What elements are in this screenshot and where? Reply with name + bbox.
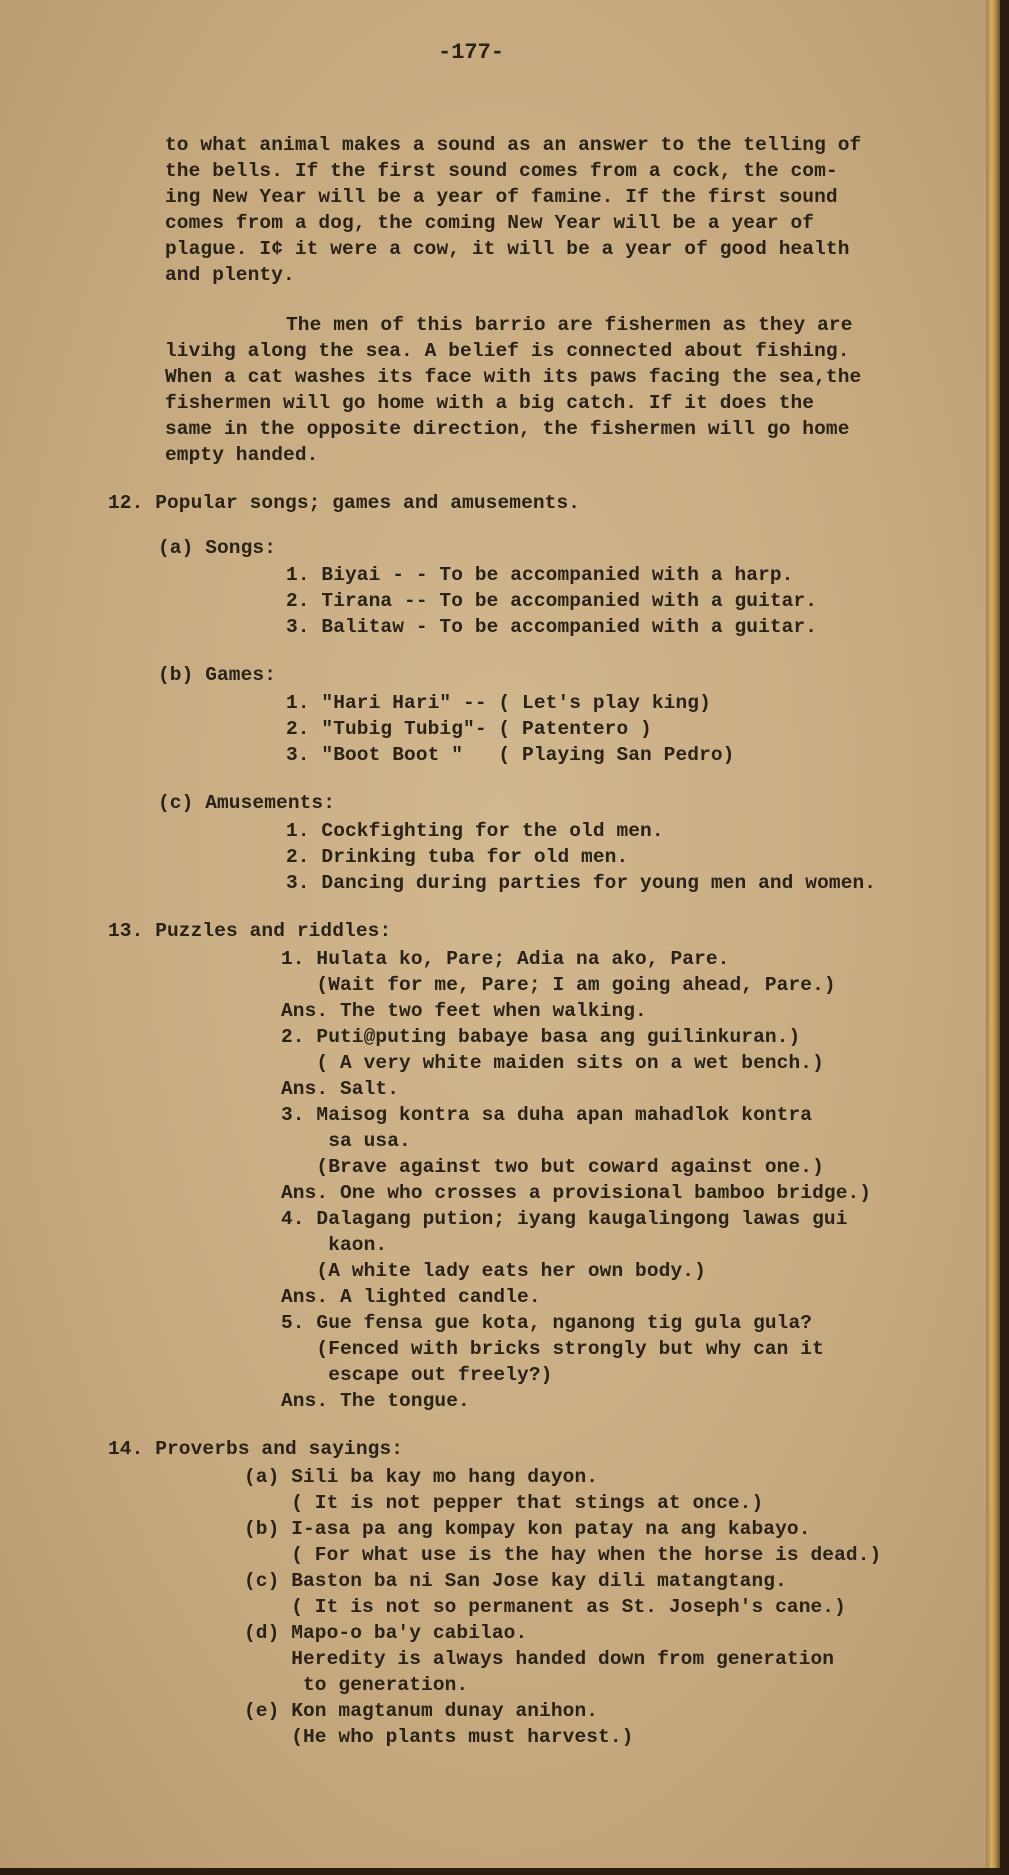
riddle-line: (Fenced with bricks strongly but why can it — [281, 1338, 824, 1360]
proverb-line: Heredity is always handed down from generation — [244, 1648, 835, 1670]
proverb-line: ( For what use is the hay when the horse is dead.) — [244, 1544, 882, 1566]
riddle-line: Ans. The tongue. — [281, 1390, 470, 1412]
proverb-line: (He who plants must harvest.) — [244, 1726, 634, 1748]
list-item: 3. "Boot Boot " ( Playing San Pedro) — [286, 744, 735, 766]
riddle-line: 1. Hulata ko, Pare; Adia na ako, Pare. — [281, 948, 730, 970]
subsection-label: (a) Songs: — [158, 537, 277, 559]
riddle-line: Ans. A lighted candle. — [281, 1286, 541, 1308]
proverb-line: (e) Kon magtanum dunay anihon. — [244, 1700, 599, 1722]
riddle-line: 2. Puti@puting babaye basa ang guilinkuran.) — [281, 1026, 801, 1048]
riddle-line: (Wait for me, Pare; I am going ahead, Pare.) — [281, 974, 836, 996]
riddle-line: Ans. Salt. — [281, 1078, 400, 1100]
text-line: the bells. If the first sound comes from a cock, the com- — [165, 160, 838, 182]
text-line: When a cat washes its face with its paws facing the sea,the — [165, 366, 862, 388]
riddle-line: 4. Dalagang pution; iyang kaugalingong lawas gui — [281, 1208, 848, 1230]
list-item: 3. Balitaw - To be accompanied with a guitar. — [286, 616, 818, 638]
riddle-line: sa usa. — [281, 1130, 411, 1152]
riddle-line: (A white lady eats her own body.) — [281, 1260, 706, 1282]
text-line: plague. I¢ it were a cow, it will be a year of good health — [165, 238, 850, 260]
text-line: to what animal makes a sound as an answer to the telling of — [165, 134, 862, 156]
list-item: 1. Biyai - - To be accompanied with a harp. — [286, 564, 794, 586]
section-heading: 14. Proverbs and sayings: — [108, 1438, 404, 1460]
section-heading: 12. Popular songs; games and amusements. — [108, 492, 581, 514]
list-item: 1. "Hari Hari" -- ( Let's play king) — [286, 692, 711, 714]
text-line: The men of this barrio are fishermen as they are — [286, 314, 853, 336]
riddle-line: Ans. One who crosses a provisional bamboo bridge.) — [281, 1182, 872, 1204]
riddle-line: (Brave against two but coward against one.) — [281, 1156, 824, 1178]
riddle-line: 5. Gue fensa gue kota, nganong tig gula gula? — [281, 1312, 813, 1334]
text-line: ing New Year will be a year of famine. If the first sound — [165, 186, 838, 208]
proverb-line: (d) Mapo-o ba'y cabilao. — [244, 1622, 528, 1644]
proverb-line: (b) I-asa pa ang kompay kon patay na ang kabayo. — [244, 1518, 811, 1540]
riddle-line: kaon. — [281, 1234, 388, 1256]
text-line: livihg along the sea. A belief is connected about fishing. — [165, 340, 850, 362]
list-item: 1. Cockfighting for the old men. — [286, 820, 664, 842]
proverb-line: to generation. — [244, 1674, 469, 1696]
subsection-label: (c) Amusements: — [158, 792, 336, 814]
text-line: fishermen will go home with a big catch. If it does the — [165, 392, 815, 414]
page-edge — [986, 0, 1000, 1868]
list-item: 2. "Tubig Tubig"- ( Patentero ) — [286, 718, 652, 740]
proverb-line: (a) Sili ba kay mo hang dayon. — [244, 1466, 599, 1488]
list-item: 2. Drinking tuba for old men. — [286, 846, 629, 868]
riddle-line: ( A very white maiden sits on a wet bench.) — [281, 1052, 824, 1074]
proverb-line: (c) Baston ba ni San Jose kay dili matangtang. — [244, 1570, 787, 1592]
text-line: comes from a dog, the coming New Year will be a year of — [165, 212, 815, 234]
proverb-line: ( It is not pepper that stings at once.) — [244, 1492, 764, 1514]
list-item: 3. Dancing during parties for young men and women. — [286, 872, 877, 894]
riddle-line: 3. Maisog kontra sa duha apan mahadlok kontra — [281, 1104, 813, 1126]
page-number: -177- — [438, 40, 505, 65]
subsection-label: (b) Games: — [158, 664, 277, 686]
riddle-line: escape out freely?) — [281, 1364, 553, 1386]
text-line: empty handed. — [165, 444, 319, 466]
proverb-line: ( It is not so permanent as St. Joseph's cane.) — [244, 1596, 846, 1618]
text-line: same in the opposite direction, the fishermen will go home — [165, 418, 850, 440]
section-heading: 13. Puzzles and riddles: — [108, 920, 392, 942]
text-line: and plenty. — [165, 264, 295, 286]
list-item: 2. Tirana -- To be accompanied with a guitar. — [286, 590, 818, 612]
riddle-line: Ans. The two feet when walking. — [281, 1000, 647, 1022]
